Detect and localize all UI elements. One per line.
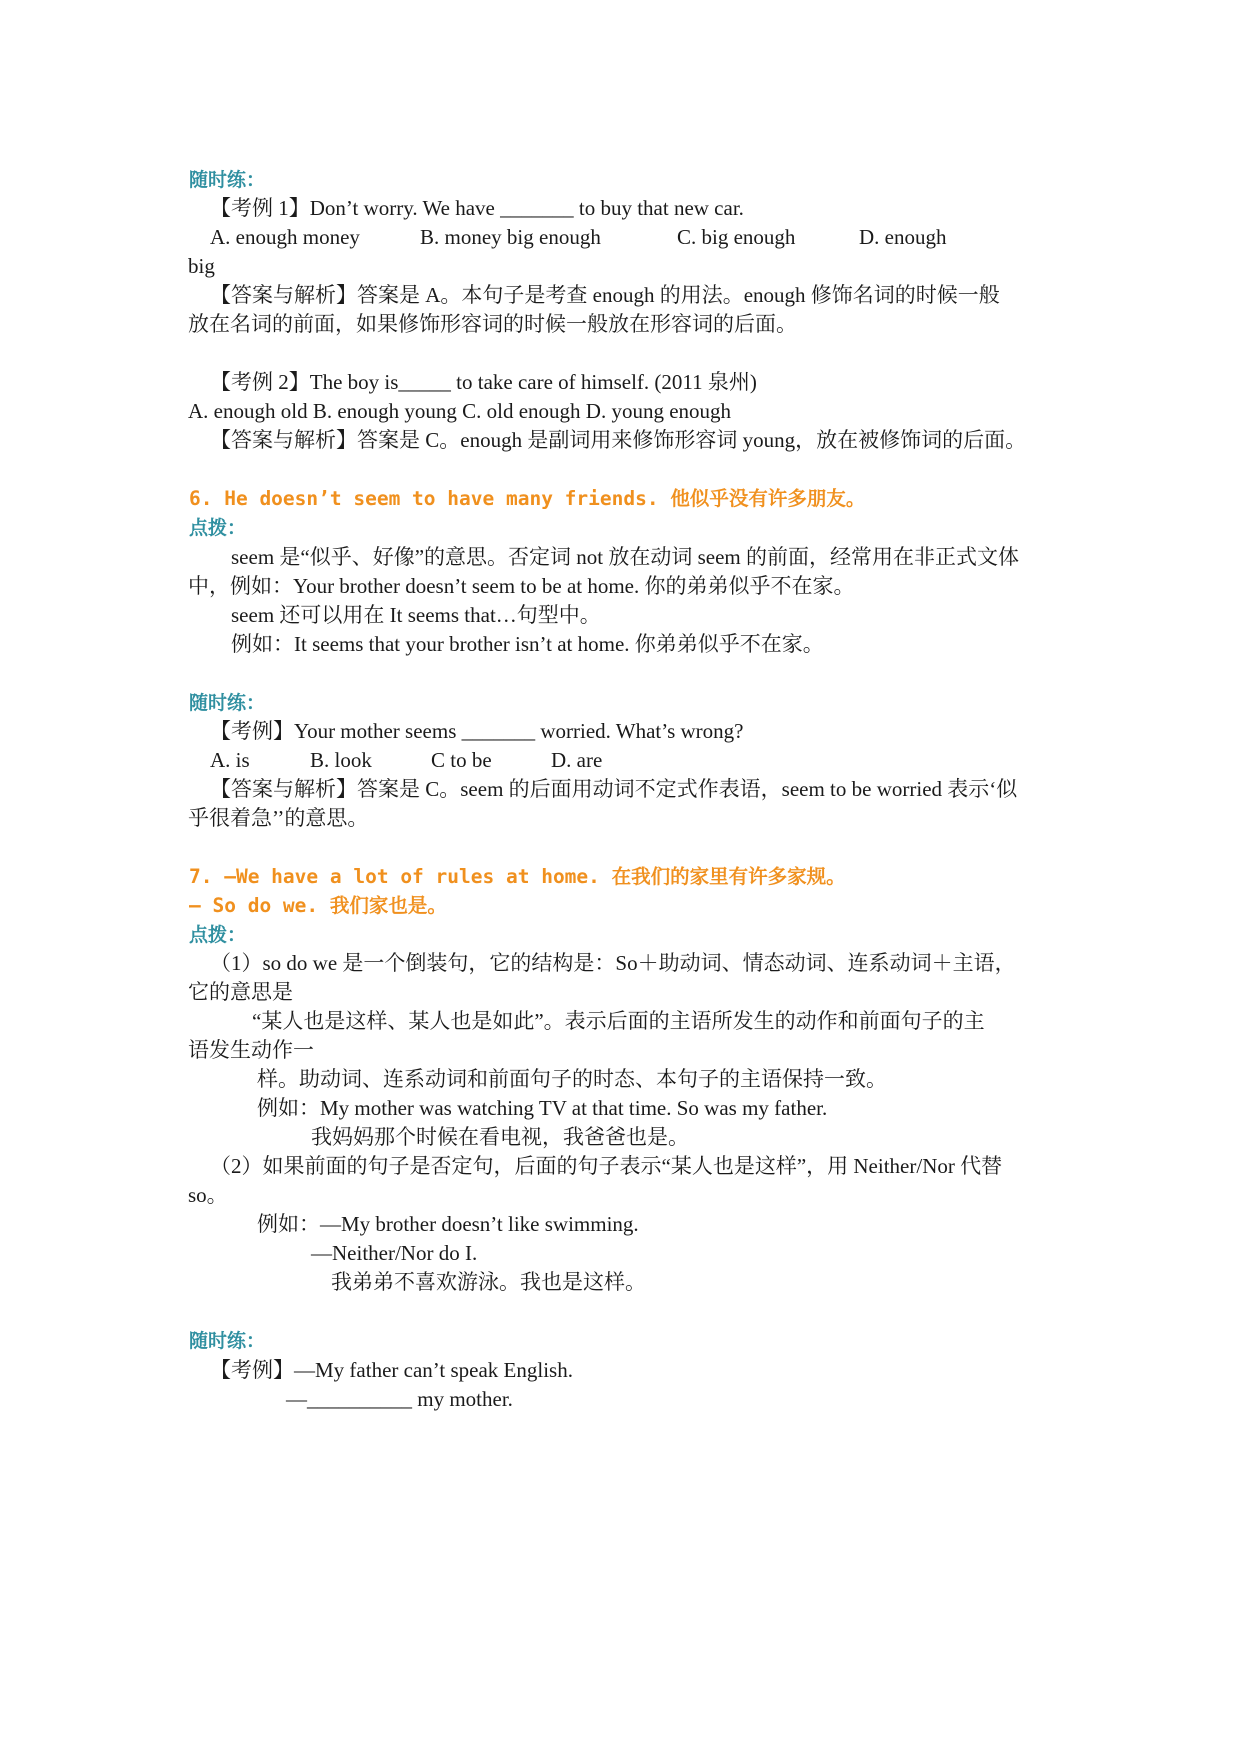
point-7-example-2-a: 例如：—My brother doesn’t like swimming. <box>257 1212 639 1236</box>
option-b: B. money big enough <box>420 225 601 249</box>
point-7-example-1: 例如：My mother was watching TV at that time. So was my father. <box>257 1096 828 1120</box>
example-1-answer-line-2: 放在名词的前面，如果修饰形容词的时候一般放在形容词的后面。 <box>188 312 797 336</box>
point-6-para-2: 中，例如：Your brother doesn’t seem to be at home. 你的弟弟似乎不在家。 <box>188 574 855 598</box>
point-7-para-4: 语发生动作一 <box>188 1038 314 1062</box>
example-1-question: 【考例 1】Don’t worry. We have _______ to buy that new car. <box>210 196 744 220</box>
option-b: B. look <box>310 748 372 772</box>
option-a: A. enough money <box>210 225 360 249</box>
example-2-answer: 【答案与解析】答案是 C。enough 是副词用来修饰形容词 young，放在被修饰词的后面。 <box>210 428 1027 452</box>
option-a: A. is <box>210 748 250 772</box>
option-d: D. enough <box>859 225 947 249</box>
option-d-continued: big <box>188 254 215 278</box>
practice-label: 随时练： <box>189 692 266 714</box>
point-6-para-1: seem 是“似乎、好像”的意思。否定词 not 放在动词 seem 的前面，经常用在非正式文体 <box>231 545 1020 569</box>
example-1-answer-line-1: 【答案与解析】答案是 A。本句子是考查 enough 的用法。enough 修饰名词的时候一般 <box>210 283 1000 307</box>
point-7-para-8: （2）如果前面的句子是否定句，后面的句子表示“某人也是这样”，用 Neither/Nor 代替 <box>210 1154 1003 1178</box>
point-7-para-3: “某人也是这样、某人也是如此”。表示后面的主语所发生的动作和前面句子的主 <box>252 1009 985 1033</box>
example-question-line-1: 【考例】—My father can’t speak English. <box>210 1358 573 1382</box>
example-answer-line-1: 【答案与解析】答案是 C。seem 的后面用动词不定式作表语，seem to be worried 表示‘似 <box>210 777 1018 801</box>
tip-label: 点拨： <box>189 924 247 946</box>
point-6-heading: 6. He doesn’t seem to have many friends. 他似乎没有许多朋友。 <box>189 487 866 510</box>
example-options <box>210 748 810 772</box>
point-6-para-4: 例如：It seems that your brother isn’t at home. 你弟弟似乎不在家。 <box>231 632 824 656</box>
point-7-para-1: （1）so do we 是一个倒装句，它的结构是：So＋助动词、情态动词、连系动词＋主语， <box>210 951 1016 975</box>
example-1-options <box>210 225 1059 249</box>
example-2-options: A. enough old B. enough young C. old enough D. young enough <box>188 399 732 423</box>
point-7-heading-line-2: — So do we. 我们家也是。 <box>189 894 447 917</box>
example-answer-line-2: 乎很着急’’的意思。 <box>188 806 369 830</box>
point-7-heading-line-1: 7. —We have a lot of rules at home. 在我们的家里有许多家规。 <box>189 865 846 888</box>
option-d: D. are <box>551 748 603 772</box>
point-7-para-2: 它的意思是 <box>188 980 293 1004</box>
option-c: C. big enough <box>677 225 796 249</box>
point-7-para-9: so。 <box>188 1183 228 1207</box>
practice-label: 随时练： <box>189 1330 266 1352</box>
point-7-para-5: 样。助动词、连系动词和前面句子的时态、本句子的主语保持一致。 <box>257 1067 887 1091</box>
example-2-question: 【考例 2】The boy is_____ to take care of himself. (2011 泉州) <box>210 370 757 394</box>
point-7-example-1-translation: 我妈妈那个时候在看电视，我爸爸也是。 <box>311 1125 689 1149</box>
practice-label: 随时练： <box>189 169 266 191</box>
point-7-example-2-translation: 我弟弟不喜欢游泳。我也是这样。 <box>331 1270 646 1294</box>
example-question-line-2: —__________ my mother. <box>286 1387 513 1411</box>
point-6-para-3: seem 还可以用在 It seems that…句型中。 <box>231 603 601 627</box>
example-question: 【考例】Your mother seems _______ worried. What’s wrong? <box>210 719 744 743</box>
option-c: C to be <box>431 748 492 772</box>
point-7-example-2-b: —Neither/Nor do I. <box>311 1241 478 1265</box>
tip-label: 点拨： <box>189 517 247 539</box>
